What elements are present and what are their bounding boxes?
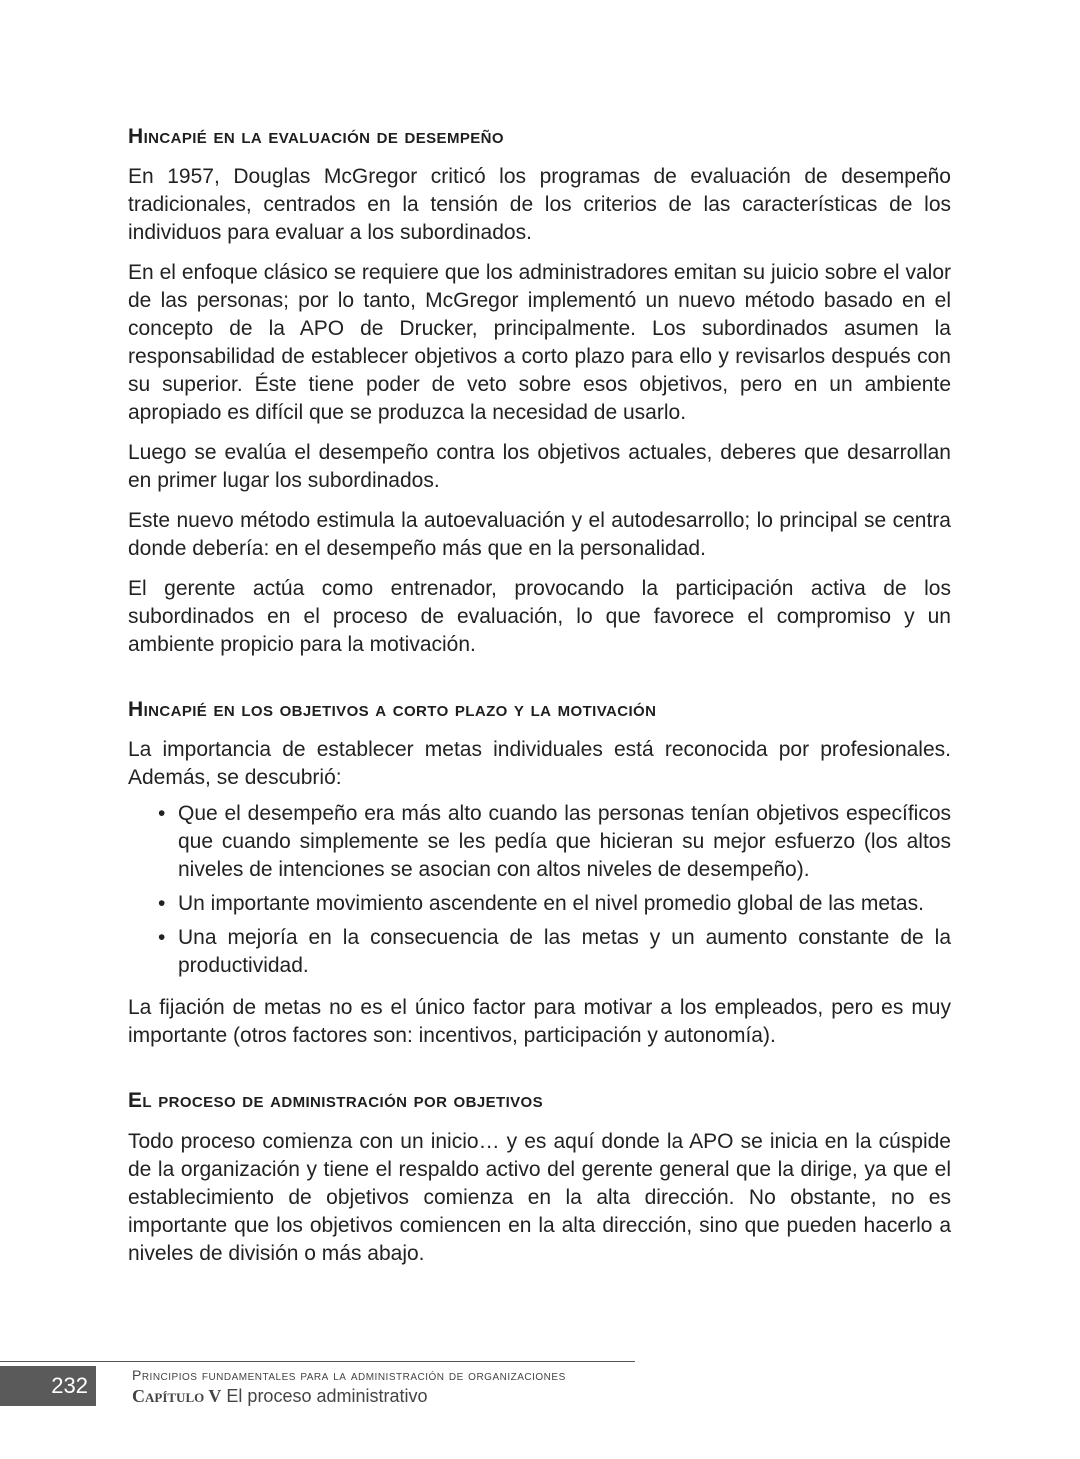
bullet-icon: • xyxy=(158,892,166,916)
paragraph: La importancia de establecer metas individuales está reconocida por profesionales. Además, se descubrió: xyxy=(128,738,951,790)
footer-book-title: Principios fundamentales para la administración de organizaciones xyxy=(132,1367,566,1383)
paragraph: En el enfoque clásico se requiere que los administradores emitan su juicio sobre el valor de las personas; por lo tanto, McGregor implementó un nuevo método basado en el concepto de la APO de Drucker, principalmente. Los subordinados asumen la responsabilidad de establecer objetivos a corto plazo para ello y revisarlos después con su superior. Éste tiene poder de veto sobre esos objetivos, pero en un ambiente apropiado es difícil que se produzca la necesidad de usarlo. xyxy=(128,261,951,425)
section-heading: Hincapié en los objetivos a corto plazo y la motivación xyxy=(128,698,657,722)
list-item-text: Un importante movimiento ascendente en el nivel promedio global de las metas. xyxy=(178,892,924,916)
section-objetivos-motivacion xyxy=(128,697,951,1050)
bullet-icon: • xyxy=(158,802,166,826)
paragraph: En 1957, Douglas McGregor criticó los programas de evaluación de desempeño tradicionales, centrados en la tensión de los criterios de las características de los individuos para evaluar a los subordinados. xyxy=(128,165,951,245)
paragraph: El gerente actúa como entrenador, provocando la participación activa de los subordinados en el proceso de evaluación, lo que favorece el compromiso y un ambiente propicio para la motivación. xyxy=(128,577,951,657)
paragraph: Luego se evalúa el desempeño contra los objetivos actuales, deberes que desarrollan en primer lugar los subordinados. xyxy=(128,441,951,493)
section-heading: El proceso de administración por objetivos xyxy=(128,1089,544,1113)
section-heading: Hincapié en la evaluación de desempeño xyxy=(128,125,504,148)
section-proceso-apo xyxy=(128,1088,951,1267)
footer-chapter xyxy=(132,1386,428,1407)
page-number: 232 xyxy=(0,1366,96,1406)
list-item-text: Que el desempeño era más alto cuando las personas tenían objetivos específicos que cuando simplemente se les pedía que hicieran su mejor esfuerzo (los altos niveles de intenciones se asocian con altos niveles de desempeño). xyxy=(178,802,951,882)
list-item xyxy=(158,924,951,980)
paragraph: Este nuevo método estimula la autoevaluación y el autodesarrollo; lo principal se centra donde debería: en el desempeño más que en la personalidad. xyxy=(128,509,951,561)
footer-divider xyxy=(0,1361,635,1362)
bullet-icon: • xyxy=(158,926,166,950)
chapter-label: Capítulo V xyxy=(132,1386,222,1406)
chapter-title: El proceso administrativo xyxy=(226,1386,428,1406)
list-item xyxy=(158,800,951,884)
list-item-text: Una mejoría en la consecuencia de las metas y un aumento constante de la productividad. xyxy=(178,926,951,978)
page-content xyxy=(128,124,951,1306)
paragraph: Todo proceso comienza con un inicio… y es aquí donde la APO se inicia en la cúspide de la organización y tiene el respaldo activo del gerente general que la dirige, ya que el establecimiento de objetivos comienza en la alta dirección. No obstante, no es importante que los objetivos comiencen en la alta dirección, sino que pueden hacerlo a niveles de división o más abajo. xyxy=(128,1129,951,1265)
section-evaluacion-desempeno xyxy=(128,124,951,659)
bullet-list xyxy=(128,800,951,980)
paragraph: La fijación de metas no es el único factor para motivar a los empleados, pero es muy importante (otros factores son: incentivos, participación y autonomía). xyxy=(128,996,951,1048)
list-item xyxy=(158,890,951,918)
